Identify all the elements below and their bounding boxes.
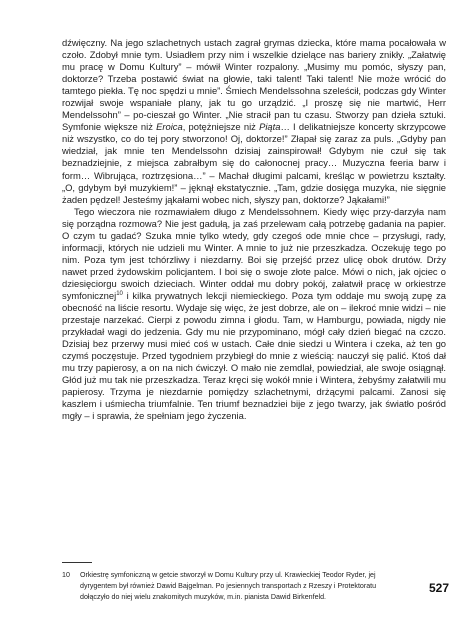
text-line: swoją zupę za obecność na liście resortu. Wydaje się więc, że jest dobrze, ale <box>62 289 447 314</box>
text-line: Śmiech Mendelssohna szeleścił, podczas gdy Winter rozwijał swoje wspaniałe <box>62 85 446 109</box>
text-line: darzyła nam się porządna rozmowa? Nie jest gadułą, ja zaś przelewam całą <box>62 205 446 229</box>
text-line: przypominano, mógł cały dzień biegać na czczo. Dzisiaj bez przerwy musi mieć <box>62 326 446 350</box>
footnote-reference[interactable]: 10 <box>116 290 123 297</box>
footnote-line: dołączyło do niej wielu znakomitych muzyków, m.in. pianista Dawid Birkenfeld. <box>80 593 327 601</box>
text-line: plany, jak tu go urządzić. „I proszę się nie martwić, Herr Mendelssohn” – po- <box>62 97 446 121</box>
text-line: ekstatycznie. „Tam, gdzie dosięga muzyka, nie sięgnie żaden pędzel! Jesteśmy <box>62 181 446 205</box>
footnote-text <box>80 570 440 603</box>
italic-title-piata: Piąta <box>259 121 281 133</box>
text-line: z jego twarzy, jak światło pośród mgły – i sprawia, że spełniam jego życzenia. <box>62 398 446 422</box>
text-line: … I delikatniejsze koncerty skrzypcowe <box>280 121 446 133</box>
page-number: 527 <box>428 581 449 595</box>
text-line: swoich dzieciach. Winter oddał mu dobry pokój, załatwił pracę w orkiestrze <box>120 277 446 289</box>
text-line: palcami, kreśląc w powietrzu kształty. „O, gdybym był muzykiem!” – jęknął <box>62 169 446 193</box>
text-line: policjantem. I boi się o swoje złote palce. Mówi o nich, jak ojciec o dziesięciorgu <box>62 265 446 289</box>
text-line: nie czuł się tak beznadziejnie, z miejsca zabrałbym się do całonocnej pracy… <box>62 145 446 169</box>
footnote <box>62 570 440 603</box>
text-line: cieszał go Winter. „Nie stracił pan tu czasu. Stworzy pan dzieła sztuki. Symfonie <box>62 109 446 133</box>
text-fragment: , potężniejsze niż <box>182 121 260 133</box>
text-line: pocałowała w czoło. Zdobył mnie tym. Usiadłem przy nim i wszelkie dzielące nas <box>62 37 446 61</box>
text-line: symfonicznej <box>62 289 117 301</box>
text-line: niż wszystko, co do tej pory stworzono! Oj, doktorze!” Złapał się zaraz za puls. <box>62 133 394 145</box>
text-line: jąkałami wobec nich, słyszy pan, doktorze? Jąkałami!” <box>165 193 390 205</box>
text-line: bariery znikły. „Załatwię mu pracę w Domu Kultury” – mówił Winter rozpalony. <box>62 49 446 73</box>
text-line: załatwili mu papierosy. Trzyma je niezdarnie pomiędzy szlachetnymi, drżącymi <box>62 374 446 398</box>
text-line: „Musimy mu pomóc, słyszy pan, doktorze? Trzeba postawić świat na głowie, taki <box>62 61 446 85</box>
text-line: A mnie to już nie przeszkadza. Oczekuję tego po nim. Poza tym jest tchórzliwy <box>62 241 446 265</box>
text-line: papierosy, a on na nich ćwiczył. O mało nie zemdlał, powiedział, ale swoje osiągnął. <box>95 362 446 374</box>
footnote-line: Orkiestrę symfoniczną w getcie stworzył w Domu Kultury przy ul. Krawieckiej Teodor Ryder, jej <box>80 571 376 579</box>
footnote-line: dyrygentem był również Dawid Bajgelman. Po jesiennych transportach z Rzeszy i Protektoratu <box>80 582 377 590</box>
text-line: dźwięczny. Na jego szlachetnych ustach zagrał grymas dziecka, które mama <box>62 37 386 48</box>
text-line: coś w ustach. Całe dnie siedzi u Wintera i czeka, aż ten go czymś poczęstuje. <box>62 338 447 362</box>
italic-title-eroica: Eroica <box>156 121 183 133</box>
body-text <box>62 37 446 423</box>
text-line: on – ilekroć mnie widzi – nie przestaje narzekać. Cierpi z powodu zimna i głodu. <box>62 302 446 326</box>
text-line: i niezdarny. Boi się przejść przez ulicę obok drutów. Drży nawet przed żydowskim <box>62 253 447 277</box>
text-line: większe niż <box>104 121 157 133</box>
text-line: potrzebę gadania na papier. O czym tu gadać? Szuka mnie tylko wtedy, gdy <box>62 217 446 241</box>
text-line: „Gdyby pan wiedział, jak mnie ten Mendelssohn dzisiaj zainspirował! Gdybym <box>62 133 447 157</box>
text-line: Tego wieczora nie rozmawiałem długo z Mendelssohnem. Kiedy więc przy- <box>74 205 394 217</box>
text-line: talent! Taki talent! Nie może wrócić do tamtego piekła. Tę noc spędzi u mnie”. <box>62 73 446 97</box>
footnote-divider <box>62 562 92 563</box>
text-line: Tam, w Hamburgu, powiada, nigdy nie przykładał wagi do jedzenia. Gdy mu nie <box>62 314 446 338</box>
text-line: palcami. Zanosi się kaszlem i uśmiecha triumfalnie. Ten triumf beznadziei bije <box>62 386 447 410</box>
text-line: Przed tygodniem przybiegł do mnie z wieścią: nauczył się palić. Ktoś dał mu trzy <box>62 350 447 374</box>
text-line: Muzyczna feeria barw i form… Wibrująca, roztrzęsiona…” – Machał długimi <box>62 157 447 181</box>
footnote-number: 10 <box>62 571 70 579</box>
paragraph-1 <box>62 37 446 206</box>
text-line: i kilka prywatnych lekcji niemieckiego. Poza tym oddaje mu <box>122 289 381 301</box>
text-line: czegoś ode mnie chce – przysługi, rady, informacji, których nie udzieli mu Winter. <box>62 229 446 253</box>
paragraph-2 <box>62 206 446 423</box>
text-line: Głód już mu tak nie przeszkadza. Teraz kręci się wokół mnie i Wintera, żebyśmy <box>62 374 395 386</box>
